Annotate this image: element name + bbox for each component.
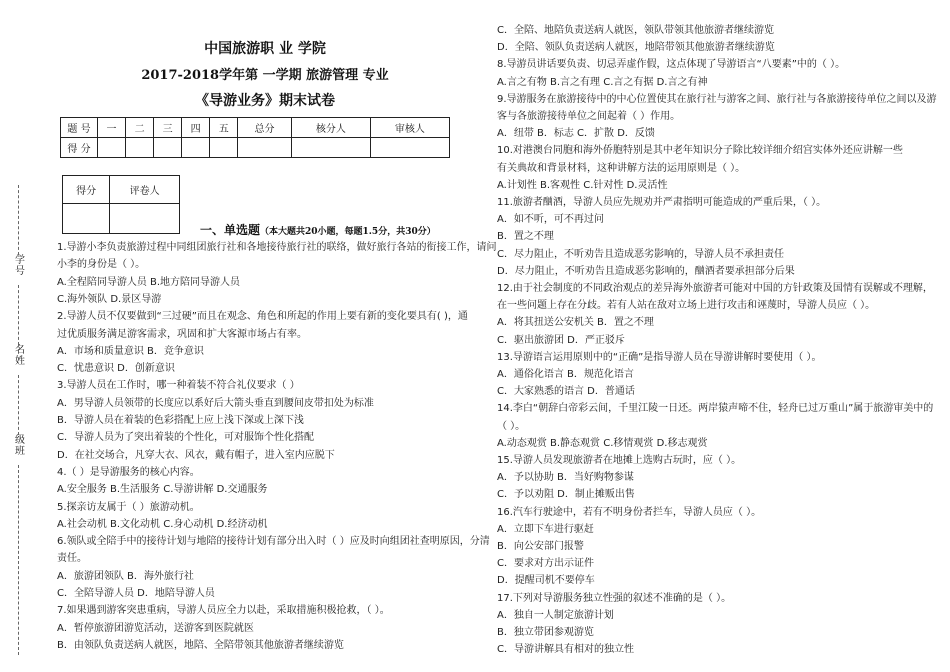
header-cell: 题 号: [61, 118, 98, 138]
question-line: A.安全服务 B.生活服务 C.导游讲解 D.交通服务: [57, 484, 268, 496]
question-line: B．导游人员在着装的色彩搭配上应上浅下深或上深下浅: [57, 415, 304, 426]
student-no-label: 学号: [15, 255, 25, 277]
question-line: 17.下列对导游服务独立性强的叙述不准确的是（ ）。: [497, 592, 732, 604]
binding-margin: [12, 185, 28, 655]
question-line: A．通俗化语言 B．规范化语言: [497, 369, 634, 380]
question-line: A.全程陪同导游人员 B.地方陪同导游人员: [57, 276, 241, 288]
score-cell[interactable]: [126, 138, 154, 158]
question-line: C．大家熟悉的语言 D．普通话: [497, 386, 635, 398]
header-cell: 二: [126, 118, 154, 138]
question-line: 在一些问题上存在分歧。若有人站在敌对立场上进行攻击和诬蔑时，导游人员应（ ）。: [497, 300, 876, 312]
question-line: C．尽力阻止，不听劝告且造成恶劣影响的，导游人员不承担责任: [497, 248, 784, 260]
grader-sign-cell[interactable]: [110, 204, 180, 234]
question-line: C．驱出旅游团 D．严正驳斥: [497, 334, 625, 346]
score-cell[interactable]: [210, 138, 238, 158]
name-label: 名姓: [15, 345, 25, 367]
score-cell[interactable]: [154, 138, 182, 158]
section-title: [200, 221, 436, 238]
question-line: 3.导游人员在工作时，哪一种着装不符合礼仪要求（ ）: [57, 380, 300, 392]
question-line: 有关典故和背景材料，这种讲解方法的运用原则是（ ）。: [497, 162, 746, 174]
school-title: 中国旅游职 业 学院: [204, 41, 326, 57]
question-line: 8.导游员讲话要负责、切忌弄虚作假，这点体现了导游语言“八要素”中的（ ）。: [497, 59, 846, 71]
question-line: C.海外领队 D.景区导游: [57, 293, 162, 305]
score-cell[interactable]: [291, 138, 370, 158]
question-line: A．如不听，可不再过问: [497, 214, 604, 226]
question-line: 14.李白“朝辞白帝彩云间，千里江陵一日还。两岸猿声啼不住，轻舟已过万重山”属于旅游审美中的: [497, 403, 934, 415]
question-line: A．男导游人员领带的长度应以系好后大箭头垂直到腰间皮带扣处为标准: [57, 397, 374, 409]
header-cell: 审核人: [370, 118, 449, 138]
grader-score-label: 得分: [63, 176, 110, 204]
question-line: 11.旅游者酗酒，导游人员应先规劝并严肃指明可能造成的严重后果，（ ）。: [497, 197, 827, 208]
question-line: A．旅游团领队 B．海外旅行社: [57, 570, 194, 582]
question-line: 9.导游服务在旅游接待中的中心位置使其在旅行社与游客之间、旅行社与各旅游接待单位之间以及游: [497, 93, 937, 105]
score-table: [60, 117, 450, 158]
question-line: A．纽带 B．标志 C．扩散 D．反馈: [497, 128, 655, 140]
question-line: B．置之不理: [497, 231, 554, 243]
question-line: C．导游讲解具有相对的独立性: [497, 644, 634, 656]
binding-line: [18, 375, 20, 435]
question-line: A.社会动机 B.文化动机 C.身心动机 D.经济动机: [57, 518, 268, 530]
question-line: C．全陪、地陪负责送病人就医，领队带领其他旅游者继续游览: [497, 25, 774, 36]
question-line: 13.导游语言运用原则中的“正确”是指导游人员在导游讲解时要使用（ ）。: [497, 351, 822, 363]
question-line: 16.汽车行驶途中，若有不明身份者拦车，导游人员应（ ）。: [497, 506, 762, 518]
question-line: 12.由于社会制度的不同政治观点的差异海外旅游者可能对中国的方针政策及国情有误解或不理解，: [497, 283, 933, 294]
header-cell: 三: [154, 118, 182, 138]
grader-score-cell[interactable]: [63, 204, 110, 234]
score-cell[interactable]: [370, 138, 449, 158]
question-line: C．要求对方出示证件: [497, 558, 594, 570]
question-line: 1.导游小李负责旅游过程中同组团旅行社和各地接待旅行社的联络，做好旅行各站的衔接工作，请问: [57, 242, 497, 253]
question-line: 10.对港澳台同胞和海外侨胞特别是其中老年知识分子除比较详细介绍宫实体外还应讲解一些: [497, 145, 903, 157]
question-line: D．全陪、领队负责送病人就医，地陪带领其他旅游者继续游览: [497, 42, 775, 54]
question-line: 2.导游人员不仅要做到“三过硬”而且在观念、角色和所起的作用上要有新的变化要具有( )，通: [57, 311, 468, 323]
score-table-score-row: [61, 138, 450, 158]
question-line: A．将其扭送公安机关 B．置之不理: [497, 317, 654, 329]
question-line: C．导游人员为了突出着装的个性化，可对服饰个性化搭配: [57, 432, 314, 444]
question-line: A.动态观赏 B.静态观赏 C.移情观赏 D.移志观赏: [497, 437, 708, 449]
question-line: （ ）。: [497, 420, 526, 432]
exam-title: 《导游业务》期末试卷: [195, 93, 335, 109]
question-line: A．市场和质量意识 B．竞争意识: [57, 345, 204, 357]
question-line: A．予以协助 B．当好购物参谋: [497, 472, 634, 484]
question-line: 责任。: [57, 553, 87, 565]
question-line: A.言之有物 B.言之有理 C.言之有据 D.言之有神: [497, 76, 708, 88]
question-line: 过优质服务满足游客需求，巩固和扩大客源市场占有率。: [57, 328, 307, 340]
grader-table: [62, 175, 180, 234]
question-line: D．提醒司机不要停车: [497, 575, 595, 587]
binding-line: [18, 465, 20, 655]
question-line: 客与各旅游接待单位之间起着（ ）作用。: [497, 111, 681, 122]
question-line: A．独自一人制定旅游计划: [497, 609, 614, 621]
question-line: C．全陪导游人员 D．地陪导游人员: [57, 588, 215, 599]
score-cell[interactable]: [98, 138, 126, 158]
section-heading: 一、单选题: [200, 223, 261, 237]
question-line: D．在社交场合，凡穿大衣、风衣，戴有帽子，进入室内应脱下: [57, 449, 335, 461]
question-line: 15.导游人员发现旅游者在地摊上选购古玩时，应（ ）。: [497, 455, 742, 466]
question-line: B．向公安部门报警: [497, 541, 584, 552]
question-line: A．暂停旅游团游览活动，送游客到医院就医: [57, 622, 254, 634]
score-row-label: 得 分: [61, 138, 98, 158]
question-line: A.计划性 B.客观性 C.针对性 D.灵活性: [497, 179, 668, 191]
class-label: 级班: [15, 435, 25, 457]
header-cell: 总分: [238, 118, 292, 138]
score-cell[interactable]: [238, 138, 292, 158]
question-line: A．立即下车进行驱赶: [497, 523, 594, 535]
score-cell[interactable]: [182, 138, 210, 158]
header-cell: 五: [210, 118, 238, 138]
question-line: C．忧患意识 D．创新意识: [57, 363, 175, 375]
score-table-header-row: [61, 118, 450, 138]
section-note: （本大题共20小题，每题1.5分，共30分）: [260, 227, 436, 237]
question-line: 4.（ ）是导游服务的核心内容。: [57, 466, 200, 478]
term-title: 2017-2018学年第 一学期 旅游管理 专业: [141, 68, 389, 83]
binding-line: [18, 285, 20, 345]
question-line: C．予以劝阻 D．制止摊贩出售: [497, 489, 635, 501]
question-line: 7.如果遇到游客突患重病，导游人员应全力以赴，采取措施积极抢救，（ ）。: [57, 605, 390, 617]
question-line: 小李的身份是（ ）。: [57, 259, 146, 271]
grader-label: 评卷人: [110, 176, 180, 204]
question-line: 6.领队或全陪手中的接待计划与地陪的接待计划有部分出入时（ ）应及时向组团社查明原因，分清: [57, 536, 490, 548]
question-line: B．由领队负责送病人就医，地陪、全陪带领其他旅游者继续游览: [57, 639, 344, 651]
question-line: 5.探亲访友属于（ ）旅游动机。: [57, 501, 200, 513]
question-line: B．独立带团参观游览: [497, 627, 594, 638]
binding-line: [18, 185, 20, 255]
header-cell: 核分人: [291, 118, 370, 138]
header-cell: 一: [98, 118, 126, 138]
header-cell: 四: [182, 118, 210, 138]
question-line: D．尽力阻止，不听劝告且造成恶劣影响的，酗酒者要承担部分后果: [497, 265, 795, 277]
